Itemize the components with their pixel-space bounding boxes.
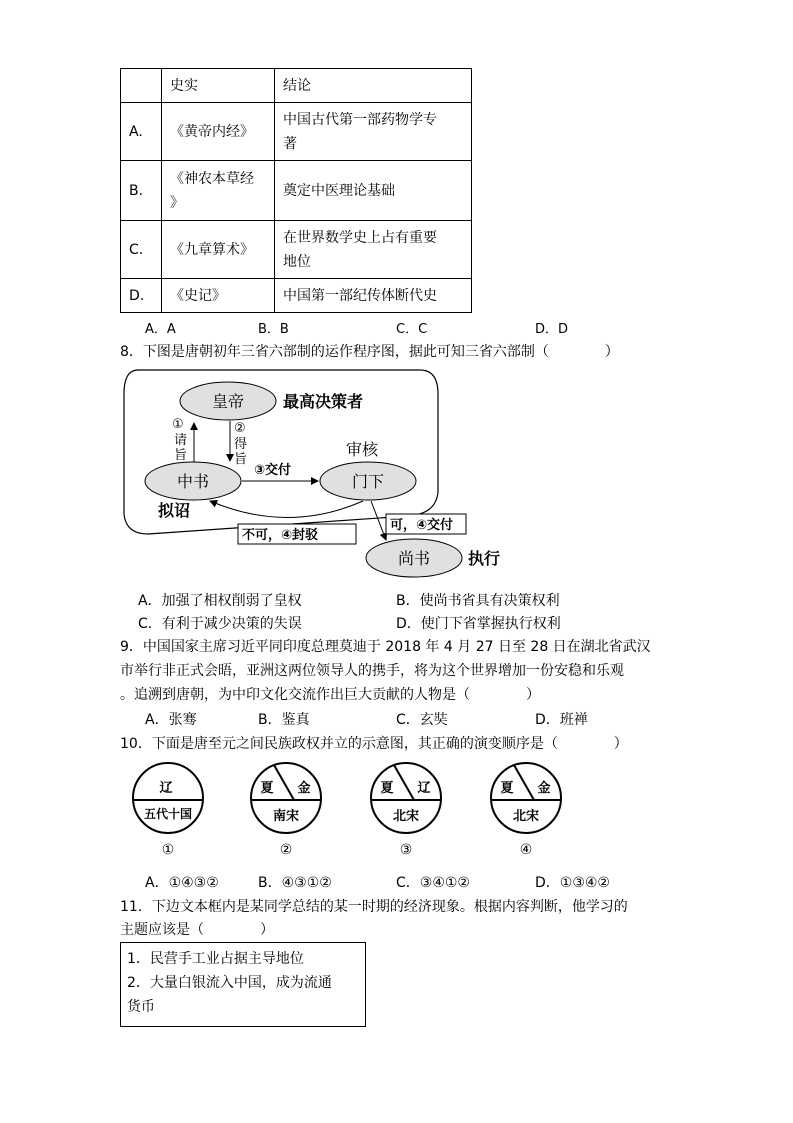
row-fact: 《神农本草经 》 — [162, 161, 275, 221]
step2-c1: 得 — [234, 437, 248, 452]
svg-text:②: ② — [279, 842, 293, 858]
row-letter: C. — [121, 221, 162, 279]
svg-text:辽: 辽 — [417, 781, 431, 796]
q9-line2: 市举行非正式会晤，亚洲这两位领导人的携手，将为这个世界增加一份安稳和乐观 — [120, 663, 624, 679]
row-conclusion: 中国古代第一部药物学专 著 — [275, 103, 472, 161]
q10-option-d[interactable]: D．①③④② — [535, 875, 610, 891]
q8-option-c[interactable]: C．有利于减少决策的失误 — [138, 616, 302, 632]
q7-option-a[interactable]: A．A — [145, 322, 176, 337]
row-letter: B. — [121, 161, 162, 221]
q10-option-b[interactable]: B．④③①② — [258, 875, 332, 891]
box-line: 2．大量白银流入中国，成为流通 — [127, 975, 332, 991]
svg-text:五代十国: 五代十国 — [143, 807, 193, 821]
row-conclusion: 中国第一部纪传体断代史 — [275, 279, 472, 313]
menxia-label: 门下 — [351, 472, 385, 491]
row-letter: A. — [121, 103, 162, 161]
step1-num: ① — [172, 417, 184, 432]
emperor-label: 皇帝 — [211, 392, 245, 411]
svg-text:①: ① — [161, 842, 175, 858]
q8-option-b[interactable]: B．使尚书省具有决策权利 — [396, 593, 560, 609]
svg-text:夏: 夏 — [380, 781, 394, 796]
row-fact: 《史记》 — [162, 279, 275, 313]
q9-line1: 9．中国国家主席习近平同印度总理莫迪于 2018 年 4 月 27 日至 28 日在湖北省武汉 — [120, 639, 651, 655]
row-fact: 《九章算术》 — [162, 221, 275, 279]
table-header-cell — [121, 69, 162, 103]
box-line: 货币 — [127, 999, 155, 1015]
q9-option-b[interactable]: B．鉴真 — [258, 712, 310, 728]
svg-text:金: 金 — [537, 781, 551, 796]
circle-1 — [133, 763, 203, 858]
q10-circles — [126, 762, 566, 862]
review-label: 审核 — [346, 440, 379, 459]
step2-num: ② — [234, 421, 246, 436]
q8-option-d[interactable]: D．使门下省掌握执行权利 — [396, 616, 561, 632]
step1-c2: 旨 — [174, 448, 188, 463]
svg-text:辽: 辽 — [159, 781, 173, 796]
row-letter: D. — [121, 279, 162, 313]
q9-option-a[interactable]: A．张骞 — [145, 712, 197, 728]
execute-label: 执行 — [468, 549, 501, 568]
q8-option-a[interactable]: A．加强了相权削弱了皇权 — [138, 593, 302, 609]
q9-line3: 。追溯到唐朝，为中印文化交流作出巨大贡献的人物是（ ） — [120, 687, 540, 703]
svg-text:金: 金 — [297, 781, 311, 796]
decision-label: 最高决策者 — [283, 392, 364, 411]
draft-label: 拟诏 — [158, 501, 191, 520]
circle-2 — [251, 763, 321, 858]
q10-stem: 10．下面是唐至元之间民族政权并立的示意图，其正确的演变顺序是（ ） — [120, 736, 628, 752]
table-row — [121, 103, 472, 161]
table-row — [121, 161, 472, 221]
svg-text:南宋: 南宋 — [272, 809, 300, 824]
q9-option-d[interactable]: D．班禅 — [535, 712, 588, 728]
row-conclusion: 在世界数学史上占有重要 地位 — [275, 221, 472, 279]
q7-option-c[interactable]: C．C — [396, 322, 428, 337]
circle-3 — [371, 763, 441, 858]
step1-c1: 请 — [174, 433, 188, 448]
shangshu-label: 尚书 — [397, 549, 431, 568]
row-conclusion: 奠定中医理论基础 — [275, 161, 472, 221]
reject-label: 不可，④封驳 — [242, 528, 319, 543]
q7-option-d[interactable]: D．D — [535, 322, 569, 337]
svg-text:夏: 夏 — [260, 781, 274, 796]
q11-line1: 11．下边文本框内是某同学总结的某一时期的经济现象。根据内容判断，他学习的 — [120, 899, 628, 915]
table-row — [121, 221, 472, 279]
q9-option-c[interactable]: C．玄奘 — [396, 712, 448, 728]
q10-option-a[interactable]: A．①④③② — [145, 875, 219, 891]
table-header-cell: 结论 — [275, 69, 472, 103]
q11-line2: 主题应该是（ ） — [120, 922, 274, 938]
box-line: 1．民营手工业占据主导地位 — [127, 951, 304, 967]
step2-c2: 旨 — [234, 452, 248, 467]
svg-text:③: ③ — [399, 842, 413, 858]
arrow-reject — [210, 501, 363, 518]
svg-text:北宋: 北宋 — [392, 809, 420, 824]
q7-option-b[interactable]: B．B — [258, 322, 289, 337]
svg-text:④: ④ — [519, 842, 533, 858]
approve-label: 可，④交付 — [390, 518, 454, 533]
svg-text:北宋: 北宋 — [512, 809, 540, 824]
q11-textbox — [120, 942, 366, 1027]
circle-4 — [491, 763, 561, 858]
step3-label: ③交付 — [254, 463, 292, 478]
q8-diagram — [118, 364, 501, 582]
table-row — [121, 279, 472, 313]
row-fact: 《黄帝内经》 — [162, 103, 275, 161]
zhongshu-label: 中书 — [176, 472, 210, 491]
arrow-approve — [371, 501, 386, 540]
svg-text:夏: 夏 — [500, 781, 514, 796]
q8-stem: 8．下图是唐朝初年三省六部制的运作程序图，据此可知三省六部制（ ） — [120, 344, 619, 360]
table-header-cell: 史实 — [162, 69, 275, 103]
q7-table — [120, 68, 472, 313]
q10-option-c[interactable]: C．③④①② — [396, 875, 470, 891]
